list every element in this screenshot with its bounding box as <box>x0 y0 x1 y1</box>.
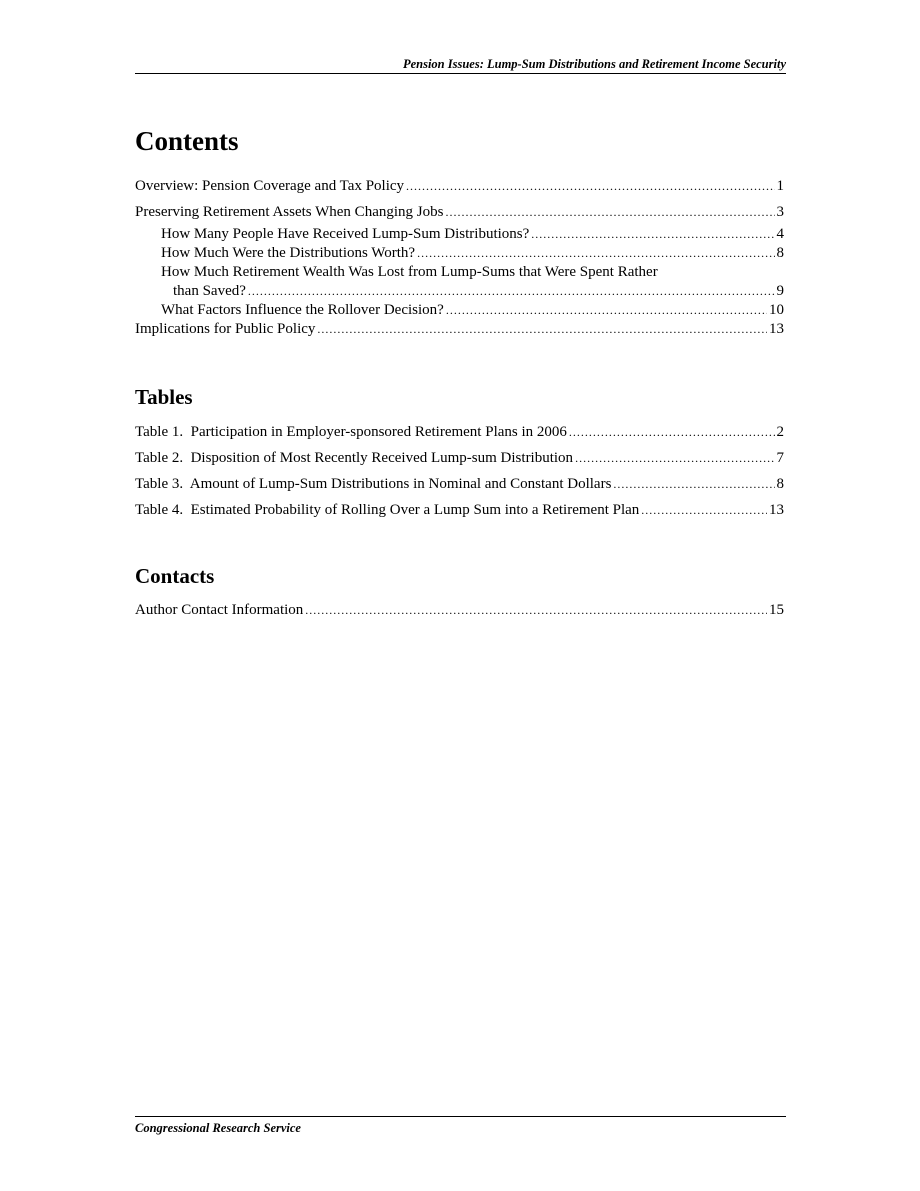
table-entry-2[interactable] <box>135 449 784 468</box>
contacts-list <box>135 601 784 620</box>
toc-entry-how-many-people[interactable] <box>135 225 784 244</box>
table-entry-label: Table 4. Estimated Probability of Rolling Over a Lump Sum into a Retirement Plan <box>135 502 640 518</box>
toc-entry-preserving-assets[interactable] <box>135 203 784 222</box>
running-header: Pension Issues: Lump-Sum Distributions and Retirement Income Security <box>402 57 786 71</box>
contacts-heading: Contacts <box>135 564 215 588</box>
dot-leader <box>569 423 775 442</box>
dot-leader <box>446 301 767 320</box>
toc-entry-label: Implications for Public Policy <box>135 321 316 337</box>
toc-entry-page: 3 <box>776 204 784 220</box>
toc-entry-page: 10 <box>769 302 784 318</box>
toc-entry-distributions-worth[interactable] <box>135 244 784 263</box>
contact-entry-page: 15 <box>769 602 784 618</box>
dot-leader <box>531 225 774 244</box>
toc-entry-implications[interactable] <box>135 320 784 339</box>
table-entry-page: 2 <box>776 424 784 440</box>
toc-entry-page: 13 <box>769 321 784 337</box>
toc-entry-overview[interactable] <box>135 177 784 196</box>
table-entry-label: Table 2. Disposition of Most Recently Received Lump-sum Distribution <box>135 450 574 466</box>
table-entry-page: 8 <box>776 476 784 492</box>
toc-entry-page: 9 <box>776 283 784 299</box>
table-entry-1[interactable] <box>135 423 784 442</box>
contact-entry-author[interactable] <box>135 601 784 620</box>
dot-leader <box>613 475 774 494</box>
dot-leader <box>575 449 774 468</box>
toc-entry-label-line1: How Much Retirement Wealth Was Lost from Lump-Sums that Were Spent Rather <box>161 264 658 280</box>
header-divider <box>135 73 786 74</box>
toc-entry-label: How Many People Have Received Lump-Sum Distributions? <box>161 226 530 242</box>
toc-entry-page: 8 <box>776 245 784 261</box>
toc-entry-label: Overview: Pension Coverage and Tax Policy <box>135 178 405 194</box>
toc-entry-label: What Factors Influence the Rollover Decision? <box>161 302 444 318</box>
dot-leader <box>317 320 767 339</box>
dot-leader <box>305 601 767 620</box>
table-entry-4[interactable] <box>135 501 784 520</box>
footer-divider <box>135 1116 786 1117</box>
toc-entry-label: How Much Were the Distributions Worth? <box>161 245 416 261</box>
contents-heading: Contents <box>135 126 239 156</box>
toc-entry-page: 1 <box>776 178 784 194</box>
tables-heading: Tables <box>135 385 193 409</box>
contact-entry-label: Author Contact Information <box>135 602 304 618</box>
table-entry-label: Table 3. Amount of Lump-Sum Distributions in Nominal and Constant Dollars <box>135 476 612 492</box>
table-entry-label: Table 1. Participation in Employer-sponsored Retirement Plans in 2006 <box>135 424 567 440</box>
toc-entry-label-line2: than Saved? <box>173 283 246 299</box>
running-footer: Congressional Research Service <box>135 1121 301 1135</box>
table-entry-page: 13 <box>769 502 784 518</box>
toc-entry-wealth-lost[interactable] <box>135 263 784 301</box>
tables-list <box>135 423 784 520</box>
dot-leader <box>445 203 774 222</box>
table-entry-page: 7 <box>776 450 784 466</box>
table-entry-3[interactable] <box>135 475 784 494</box>
toc-entry-page: 4 <box>776 226 784 242</box>
dot-leader <box>641 501 767 520</box>
toc-entry-rollover-factors[interactable] <box>135 301 784 320</box>
dot-leader <box>406 177 774 196</box>
dot-leader <box>417 244 774 263</box>
dot-leader <box>248 282 775 301</box>
contents-list <box>135 177 784 339</box>
toc-entry-label: Preserving Retirement Assets When Changing Jobs <box>135 204 444 220</box>
